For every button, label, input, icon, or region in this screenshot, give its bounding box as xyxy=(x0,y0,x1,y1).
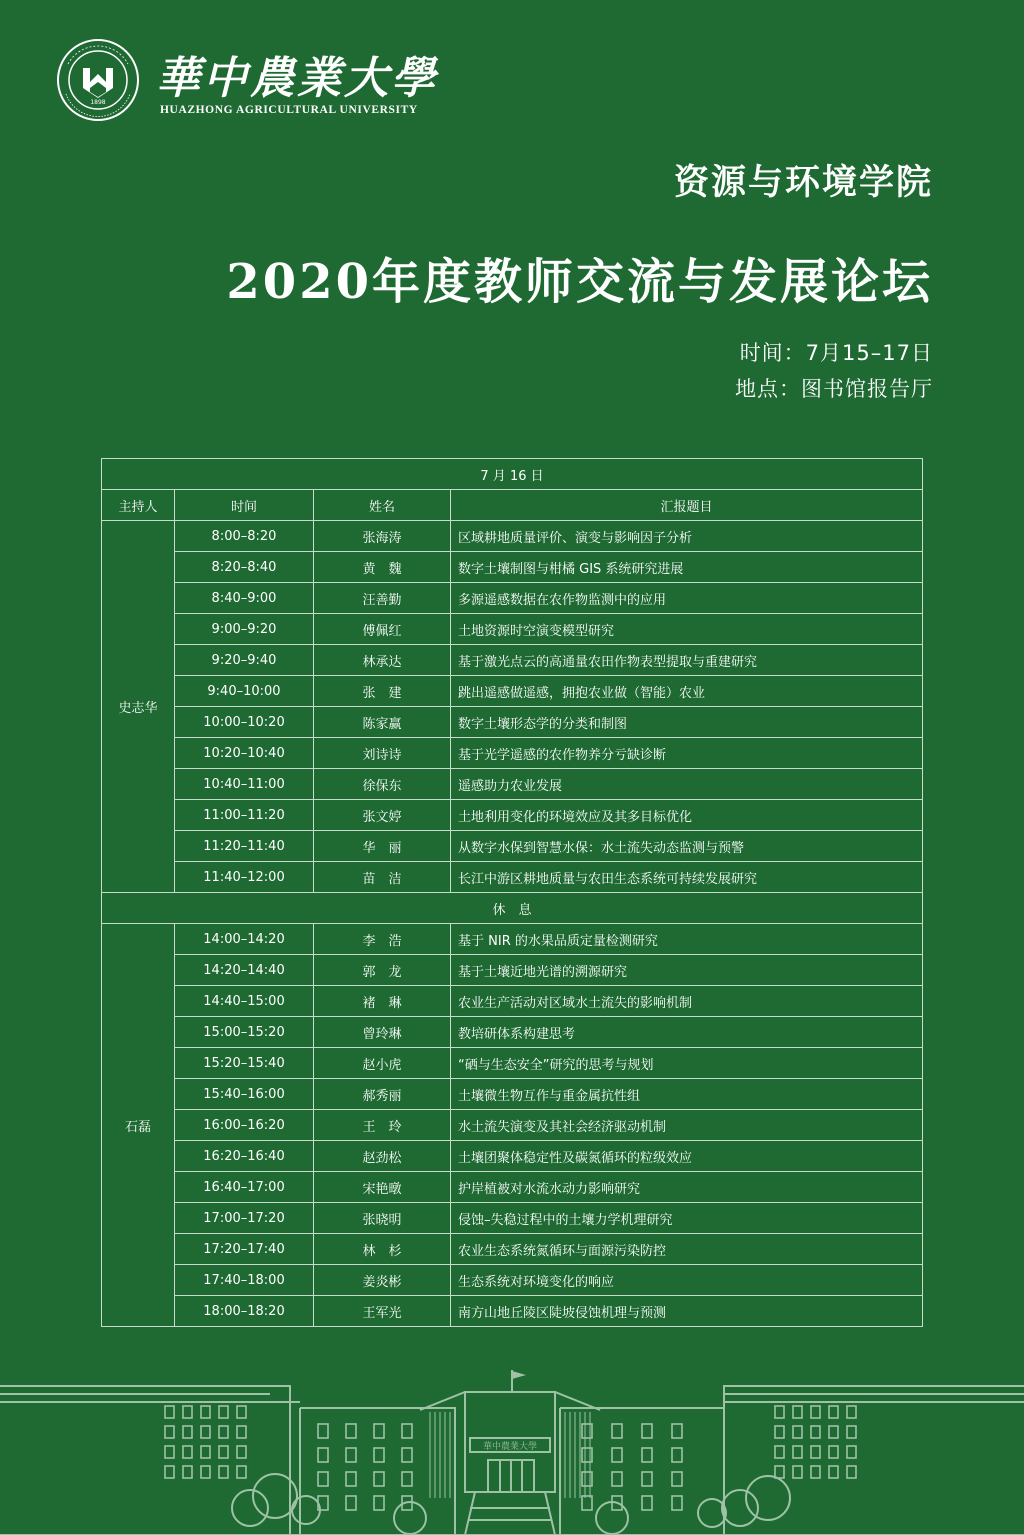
name-cell: 曾玲琳 xyxy=(314,1017,451,1048)
name-cell: 陈家赢 xyxy=(314,707,451,738)
window xyxy=(612,1448,622,1462)
table-row xyxy=(102,1296,923,1327)
window xyxy=(318,1448,328,1462)
topic-cell: 遥感助力农业发展 xyxy=(451,769,923,800)
table-row xyxy=(102,1141,923,1172)
building-sign: 華中農業大學 xyxy=(482,1442,538,1452)
table-row xyxy=(102,1234,923,1265)
name-cell: 黄 魏 xyxy=(314,552,451,583)
time-cell: 15:00–15:20 xyxy=(175,1017,314,1048)
time-cell: 16:00–16:20 xyxy=(175,1110,314,1141)
topic-cell: 土地资源时空演变模型研究 xyxy=(451,614,923,645)
time-cell: 15:40–16:00 xyxy=(175,1079,314,1110)
time-cell: 10:40–11:00 xyxy=(175,769,314,800)
window xyxy=(165,1446,174,1458)
topic-cell: 土壤团聚体稳定性及碳氮循环的粒级效应 xyxy=(451,1141,923,1172)
time-cell: 14:20–14:40 xyxy=(175,955,314,986)
university-seal-icon xyxy=(56,38,140,122)
header-row xyxy=(102,490,923,521)
topic-cell: 水土流失演变及其社会经济驱动机制 xyxy=(451,1110,923,1141)
window xyxy=(183,1446,192,1458)
name-cell: 张晓明 xyxy=(314,1203,451,1234)
window xyxy=(237,1426,246,1438)
name-cell: 宋艳暾 xyxy=(314,1172,451,1203)
name-cell: 赵小虎 xyxy=(314,1048,451,1079)
topic-cell: 教培研体系构建思考 xyxy=(451,1017,923,1048)
name-cell: 苗 洁 xyxy=(314,862,451,893)
window xyxy=(165,1406,174,1418)
time-cell: 17:00–17:20 xyxy=(175,1203,314,1234)
event-place: 地点：图书馆报告厅 xyxy=(735,377,933,401)
window xyxy=(582,1496,592,1510)
time-cell: 10:00–10:20 xyxy=(175,707,314,738)
name-cell: 郭 龙 xyxy=(314,955,451,986)
name-cell: 林承达 xyxy=(314,645,451,676)
window xyxy=(201,1466,210,1478)
window xyxy=(318,1472,328,1486)
campus-building-illustration xyxy=(0,1368,1024,1535)
window xyxy=(219,1446,228,1458)
window xyxy=(237,1446,246,1458)
header-topic: 汇报题目 xyxy=(451,490,923,521)
table-row xyxy=(102,1203,923,1234)
name-cell: 汪善勤 xyxy=(314,583,451,614)
topic-cell: “硒与生态安全”研究的思考与规划 xyxy=(451,1048,923,1079)
window xyxy=(811,1426,820,1438)
window xyxy=(793,1426,802,1438)
time-cell: 11:00–11:20 xyxy=(175,800,314,831)
window xyxy=(829,1406,838,1418)
topic-cell: 护岸植被对水流水动力影响研究 xyxy=(451,1172,923,1203)
name-cell: 张文婷 xyxy=(314,800,451,831)
window xyxy=(183,1466,192,1478)
window xyxy=(183,1406,192,1418)
window xyxy=(672,1496,682,1510)
table-row xyxy=(102,738,923,769)
time-cell: 9:20–9:40 xyxy=(175,645,314,676)
window xyxy=(612,1472,622,1486)
window xyxy=(847,1446,856,1458)
table-row xyxy=(102,831,923,862)
header-time: 时间 xyxy=(175,490,314,521)
window xyxy=(374,1472,384,1486)
window xyxy=(318,1424,328,1438)
event-time: 时间：7月15–17日 xyxy=(739,341,933,365)
window xyxy=(374,1448,384,1462)
name-cell: 刘诗诗 xyxy=(314,738,451,769)
seal-year: 1898 xyxy=(90,99,106,106)
table-row xyxy=(102,1172,923,1203)
topic-cell: 区域耕地质量评价、演变与影响因子分析 xyxy=(451,521,923,552)
topic-cell: 生态系统对环境变化的响应 xyxy=(451,1265,923,1296)
university-name-cn: 華中農業大學 xyxy=(156,53,438,104)
time-cell: 8:40–9:00 xyxy=(175,583,314,614)
table-row xyxy=(102,862,923,893)
topic-cell: 数字土壤形态学的分类和制图 xyxy=(451,707,923,738)
time-cell: 17:40–18:00 xyxy=(175,1265,314,1296)
page-title: 2020年度教师交流与发展论坛 xyxy=(226,254,933,310)
time-cell: 10:20–10:40 xyxy=(175,738,314,769)
window xyxy=(402,1424,412,1438)
table-row xyxy=(102,707,923,738)
window xyxy=(811,1466,820,1478)
break-row xyxy=(102,893,923,924)
window xyxy=(201,1426,210,1438)
topic-cell: 基于土壤近地光谱的溯源研究 xyxy=(451,955,923,986)
window xyxy=(672,1448,682,1462)
window xyxy=(775,1426,784,1438)
name-cell: 赵劲松 xyxy=(314,1141,451,1172)
window xyxy=(346,1472,356,1486)
window xyxy=(642,1424,652,1438)
window xyxy=(346,1448,356,1462)
window xyxy=(402,1448,412,1462)
table-row xyxy=(102,583,923,614)
table-row xyxy=(102,521,923,552)
window xyxy=(642,1496,652,1510)
window xyxy=(829,1466,838,1478)
topic-cell: 农业生态系统氮循环与面源污染防控 xyxy=(451,1234,923,1265)
table-row xyxy=(102,1265,923,1296)
table-row xyxy=(102,955,923,986)
window xyxy=(847,1406,856,1418)
name-cell: 张海涛 xyxy=(314,521,451,552)
time-cell: 16:40–17:00 xyxy=(175,1172,314,1203)
window xyxy=(829,1446,838,1458)
window xyxy=(346,1496,356,1510)
break-label: 休 息 xyxy=(102,893,923,924)
window xyxy=(793,1466,802,1478)
topic-cell: 土壤微生物互作与重金属抗性组 xyxy=(451,1079,923,1110)
time-cell: 11:20–11:40 xyxy=(175,831,314,862)
date-row xyxy=(102,459,923,490)
topic-cell: 农业生产活动对区域水土流失的影响机制 xyxy=(451,986,923,1017)
time-cell: 14:40–15:00 xyxy=(175,986,314,1017)
name-cell: 华 丽 xyxy=(314,831,451,862)
window xyxy=(672,1424,682,1438)
topic-cell: 基于 NIR 的水果品质定量检测研究 xyxy=(451,924,923,955)
window xyxy=(219,1406,228,1418)
name-cell: 郝秀丽 xyxy=(314,1079,451,1110)
topic-cell: 土地利用变化的环境效应及其多目标优化 xyxy=(451,800,923,831)
window xyxy=(374,1496,384,1510)
time-cell: 9:00–9:20 xyxy=(175,614,314,645)
window xyxy=(775,1446,784,1458)
table-row xyxy=(102,1048,923,1079)
topic-cell: 跳出遥感做遥感，拥抱农业做（智能）农业 xyxy=(451,676,923,707)
window xyxy=(811,1446,820,1458)
window xyxy=(237,1406,246,1418)
table-row xyxy=(102,1017,923,1048)
name-cell: 傅佩红 xyxy=(314,614,451,645)
window xyxy=(612,1424,622,1438)
table-row xyxy=(102,986,923,1017)
time-cell: 16:20–16:40 xyxy=(175,1141,314,1172)
topic-cell: 南方山地丘陵区陡坡侵蚀机理与预测 xyxy=(451,1296,923,1327)
table-row xyxy=(102,1110,923,1141)
window xyxy=(672,1472,682,1486)
window xyxy=(793,1406,802,1418)
name-cell: 王 玲 xyxy=(314,1110,451,1141)
table-row xyxy=(102,614,923,645)
name-cell: 林 杉 xyxy=(314,1234,451,1265)
window xyxy=(346,1424,356,1438)
table-row xyxy=(102,924,923,955)
window xyxy=(219,1466,228,1478)
topic-cell: 侵蚀–失稳过程中的土壤力学机理研究 xyxy=(451,1203,923,1234)
topic-cell: 多源遥感数据在农作物监测中的应用 xyxy=(451,583,923,614)
name-cell: 王军光 xyxy=(314,1296,451,1327)
time-cell: 14:00–14:20 xyxy=(175,924,314,955)
table-row xyxy=(102,769,923,800)
name-cell: 徐保东 xyxy=(314,769,451,800)
window xyxy=(374,1424,384,1438)
university-logo xyxy=(56,38,438,122)
name-cell: 褚 琳 xyxy=(314,986,451,1017)
time-cell: 8:00–8:20 xyxy=(175,521,314,552)
host-cell: 史志华 xyxy=(102,521,175,893)
time-cell: 8:20–8:40 xyxy=(175,552,314,583)
table-row xyxy=(102,552,923,583)
schedule-date: 7 月 16 日 xyxy=(102,459,923,490)
window xyxy=(847,1426,856,1438)
topic-cell: 长江中游区耕地质量与农田生态系统可持续发展研究 xyxy=(451,862,923,893)
name-cell: 李 浩 xyxy=(314,924,451,955)
name-cell: 姜炎彬 xyxy=(314,1265,451,1296)
window xyxy=(219,1426,228,1438)
window xyxy=(775,1406,784,1418)
time-cell: 18:00–18:20 xyxy=(175,1296,314,1327)
header-host: 主持人 xyxy=(102,490,175,521)
window xyxy=(642,1448,652,1462)
window xyxy=(165,1466,174,1478)
topic-cell: 基于光学遥感的农作物养分亏缺诊断 xyxy=(451,738,923,769)
schedule-table xyxy=(101,458,923,1327)
header-name: 姓名 xyxy=(314,490,451,521)
time-cell: 9:40–10:00 xyxy=(175,676,314,707)
name-cell: 张 建 xyxy=(314,676,451,707)
window xyxy=(402,1472,412,1486)
window xyxy=(201,1406,210,1418)
time-cell: 11:40–12:00 xyxy=(175,862,314,893)
window xyxy=(811,1406,820,1418)
table-row xyxy=(102,1079,923,1110)
school-name: 资源与环境学院 xyxy=(673,162,933,203)
window xyxy=(642,1472,652,1486)
topic-cell: 从数字水保到智慧水保：水土流失动态监测与预警 xyxy=(451,831,923,862)
window xyxy=(793,1446,802,1458)
topic-cell: 基于激光点云的高通量农田作物表型提取与重建研究 xyxy=(451,645,923,676)
window xyxy=(775,1466,784,1478)
host-cell: 石磊 xyxy=(102,924,175,1327)
time-cell: 15:20–15:40 xyxy=(175,1048,314,1079)
window xyxy=(165,1426,174,1438)
window xyxy=(829,1426,838,1438)
time-cell: 17:20–17:40 xyxy=(175,1234,314,1265)
window xyxy=(237,1466,246,1478)
table-row xyxy=(102,676,923,707)
window xyxy=(847,1466,856,1478)
window xyxy=(183,1426,192,1438)
university-name-en: HUAZHONG AGRICULTURAL UNIVERSITY xyxy=(160,104,418,116)
table-row xyxy=(102,645,923,676)
window xyxy=(201,1446,210,1458)
topic-cell: 数字土壤制图与柑橘 GIS 系统研究进展 xyxy=(451,552,923,583)
table-row xyxy=(102,800,923,831)
